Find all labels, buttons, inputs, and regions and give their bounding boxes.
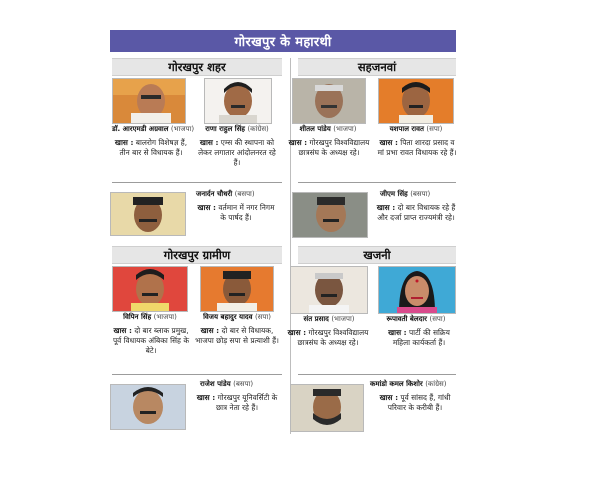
candidate-desc-c8: खास : दो बार से विधायक, भाजपा छोड़ सपा से प्रत्याशी हैं। bbox=[195, 326, 279, 345]
portrait-photo bbox=[113, 267, 187, 311]
portrait-photo bbox=[205, 79, 271, 123]
candidate-desc-c4: खास : गोरखपुर विश्वविद्यालय छात्रसंघ के अध्यक्ष रहे। bbox=[288, 138, 370, 157]
portrait-photo bbox=[293, 193, 367, 237]
candidate-photo-c6 bbox=[292, 192, 368, 238]
candidate-name-c11: रूपावती बेलदार (सपा) bbox=[386, 315, 446, 323]
candidate-name-c8: विजय बहादुर यादव (सपा) bbox=[203, 313, 271, 321]
candidate-desc-c2: खास : एम्स की स्थापना को लेकर लगातार आंदोलनरत रहे हैं। bbox=[198, 138, 276, 167]
section-header-gorakhpur-gramin: गोरखपुर ग्रामीण bbox=[112, 246, 282, 264]
section-header-khajni: खजनी bbox=[298, 246, 456, 264]
candidate-name-c3: जनार्दन चौधरी (बसपा) bbox=[196, 190, 255, 198]
divider bbox=[112, 182, 282, 183]
candidate-photo-c5 bbox=[378, 78, 454, 124]
candidate-name-c6: जीएम सिंह (बसपा) bbox=[380, 190, 431, 198]
candidate-desc-c5: खास : पिता शारदा प्रसाद व मां प्रभा रावत विधायक रहे हैं। bbox=[377, 138, 457, 157]
candidate-photo-c8 bbox=[200, 266, 274, 312]
portrait-photo bbox=[293, 79, 365, 123]
candidate-name-c7: विपिन सिंह (भाजपा) bbox=[123, 313, 177, 321]
candidate-desc-c1: खास : बालरोग विशेषज्ञ हैं, तीन बार से विधायक हैं। bbox=[114, 138, 188, 157]
portrait-photo bbox=[291, 267, 367, 313]
candidate-desc-c11: खास : पार्टी की सक्रिय महिला कार्यकर्ता हैं। bbox=[388, 328, 450, 347]
portrait-photo bbox=[113, 79, 185, 123]
portrait-photo bbox=[201, 267, 273, 311]
candidate-name-c4: शीतल पांडेय (भाजपा) bbox=[299, 125, 357, 133]
portrait-photo bbox=[111, 385, 185, 429]
candidate-photo-c11 bbox=[378, 266, 456, 314]
portrait-photo bbox=[111, 193, 185, 235]
page-banner-title: गोरखपुर के महारथी bbox=[110, 30, 456, 52]
section-header-sahjanwa: सहजनवां bbox=[298, 58, 456, 76]
portrait-photo bbox=[291, 385, 363, 431]
candidate-photo-c3 bbox=[110, 192, 186, 236]
divider bbox=[298, 182, 456, 183]
candidate-photo-c2 bbox=[204, 78, 272, 124]
section-header-gorakhpur-shahar: गोरखपुर शहर bbox=[112, 58, 282, 76]
candidate-desc-c3: खास : वर्तमान में नगर निगम के पार्षद हैं। bbox=[197, 203, 275, 222]
candidate-photo-c7 bbox=[112, 266, 188, 312]
divider bbox=[298, 374, 456, 375]
candidate-photo-c12 bbox=[290, 384, 364, 432]
column-divider bbox=[290, 58, 291, 434]
candidate-photo-c4 bbox=[292, 78, 366, 124]
divider bbox=[112, 374, 282, 375]
candidate-name-c10: संत प्रसाद (भाजपा) bbox=[303, 315, 355, 323]
candidate-photo-c10 bbox=[290, 266, 368, 314]
candidate-desc-c9: खास : गोरखपुर यूनिवर्सिटी के छात्र नेता रहे हैं। bbox=[196, 393, 278, 412]
candidate-photo-c9 bbox=[110, 384, 186, 430]
portrait-photo bbox=[379, 267, 455, 313]
candidate-name-c1: डॉ. आरएमडी अग्रवाल (भाजपा) bbox=[112, 125, 195, 133]
candidate-desc-c6: खास : दो बार विधायक रहे हैं और दर्जा प्राप्त राज्यमंत्री रहे। bbox=[376, 203, 456, 222]
candidate-desc-c7: खास : दो बार ब्लाक प्रमुख, पूर्व विधायक अंबिका सिंह के बेटे। bbox=[112, 326, 190, 355]
candidate-name-c5: यशपाल रावत (सपा) bbox=[389, 125, 443, 133]
portrait-photo bbox=[379, 79, 453, 123]
candidate-photo-c1 bbox=[112, 78, 186, 124]
candidate-name-c12: कमांडो कमल किशोर (कांग्रेस) bbox=[370, 380, 447, 388]
candidate-name-c9: राजेश पांडेय (बसपा) bbox=[200, 380, 254, 388]
candidate-name-c2: राणा राहुल सिंह (कांग्रेस) bbox=[205, 125, 269, 133]
candidate-desc-c12: खास : पूर्व सांसद हैं, गांधी परिवार के करीबी हैं। bbox=[379, 393, 451, 412]
candidate-desc-c10: खास : गोरखपुर विश्वविद्यालय छात्रसंघ के अध्यक्ष रहे। bbox=[287, 328, 369, 347]
